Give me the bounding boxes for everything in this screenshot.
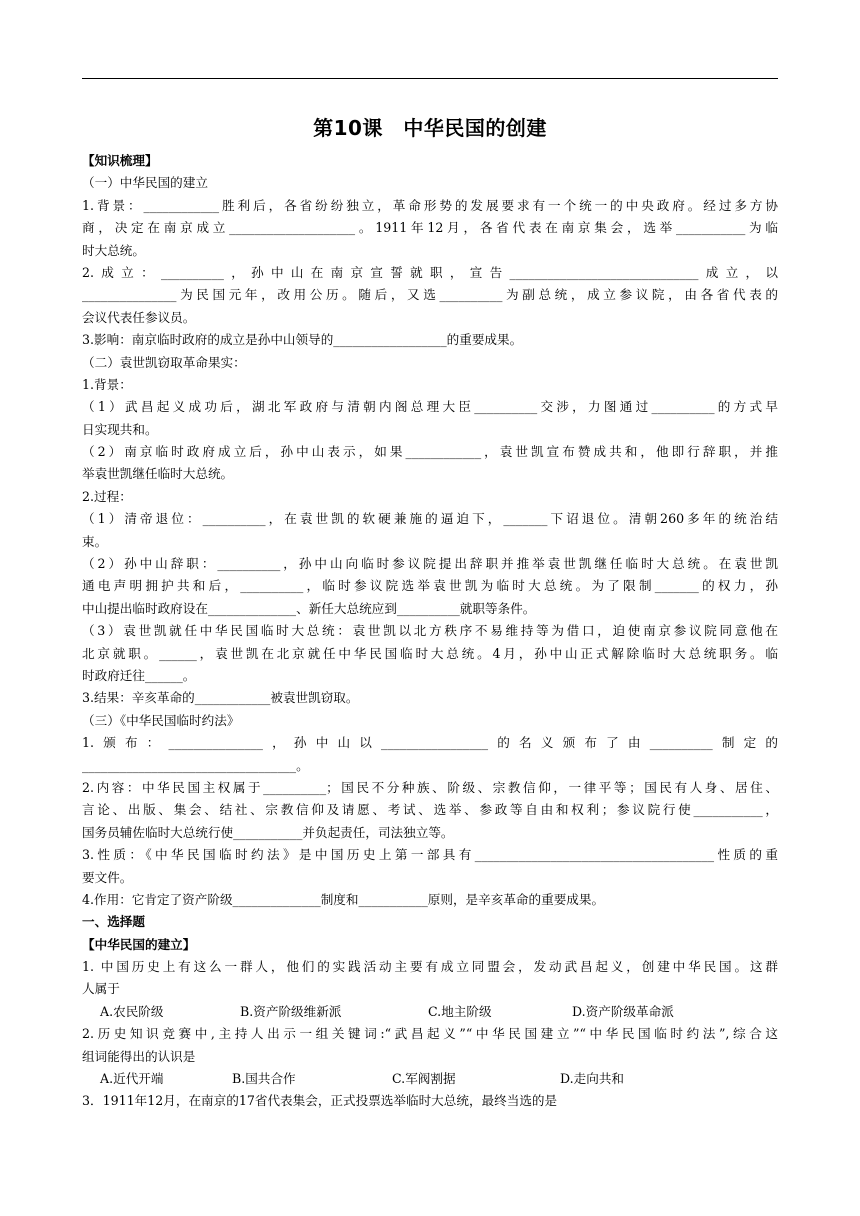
text-line: 一、选择题 xyxy=(82,914,145,930)
q1-option-b: B.资产阶级维新派 xyxy=(240,1003,342,1019)
q2-option-d: D.走向共和 xyxy=(560,1071,625,1087)
q1-option-c: C.地主阶级 xyxy=(428,1003,492,1019)
q2-option-b: B.国共合作 xyxy=(232,1071,296,1087)
text-line: 时政府迁往______。 xyxy=(82,667,196,683)
text-line: 言论、出版、集会、结社、宗教信仰及请愿、考试、选举、参政等自由和权利；参议院行使___________， xyxy=(82,802,778,818)
text-line: 2.历史知识竞赛中,主持人出示一组关键词:“武昌起义”“中华民国建立”“中华民国临时约法”,综合这 xyxy=(82,1026,778,1042)
text-line: 日实现共和。 xyxy=(82,421,158,437)
question-2 xyxy=(82,1023,778,1068)
text-line: （二）袁世凯窃取革命果实： xyxy=(82,354,246,370)
text-line: 2.成立：__________，孙中山在南京宣誓就职，宣告______________________________成立，以 xyxy=(82,264,778,280)
q1-option-a: A.农民阶级 xyxy=(100,1003,164,1019)
text-line: 通电声明拥护共和后，__________，临时参议院选举袁世凯为临时大总统。为了限制_______的权力，孙 xyxy=(82,578,778,594)
text-line: （三）《中华民国临时约法》 xyxy=(82,712,240,728)
text-line: （2）孙中山辞职：__________，孙中山向临时参议院提出辞职并推举袁世凯继任临时大总统。在袁世凯 xyxy=(82,556,778,572)
page-title: 第10课 中华民国的创建 xyxy=(313,116,547,140)
text-line: 3．1911年12月，在南京的17省代表集会，正式投票选举临时大总统，最终当选的是 xyxy=(82,1093,558,1109)
text-line: 时大总统。 xyxy=(82,242,145,258)
text-line: 商，决定在南京成立____________________。1911年12月，各省代表在南京集会，选举___________为临 xyxy=(82,220,778,236)
text-line: 举袁世凯继任临时大总统。 xyxy=(82,466,234,482)
knowledge-section xyxy=(82,150,778,1001)
text-line: 组词能得出的认识是 xyxy=(82,1048,196,1064)
text-line: 国务员辅佐临时大总统行使___________并负起责任，司法独立等。 xyxy=(82,824,454,840)
text-line: 【中华民国的建立】 xyxy=(82,936,196,952)
text-line: （2）南京临时政府成立后，孙中山表示，如果____________，袁世凯宣布赞成共和，他即行辞职，并推 xyxy=(82,444,778,460)
q2-option-c: C.军阀割据 xyxy=(392,1071,456,1087)
text-line: 4.作用：它肯定了资产阶级______________制度和___________原则，是辛亥革命的重要成果。 xyxy=(82,891,605,907)
text-line: 束。 xyxy=(82,533,108,549)
text-line: 3.结果：辛亥革命的____________被袁世凯窃取。 xyxy=(82,690,359,706)
text-line: （3）袁世凯就任中华民国临时大总统：袁世凯以北方秩序不易维持等为借口，迫使南京参议院同意他在 xyxy=(82,623,778,639)
text-line: 中山提出临时政府设在______________、新任大总统应到__________就职等条件。 xyxy=(82,600,536,616)
q1-option-d: D.资产阶级革命派 xyxy=(572,1003,674,1019)
text-line: 1.颁布：_______________，孙中山以_________________的名义颁布了由__________制定的 xyxy=(82,735,778,751)
text-line: 【知识梳理】 xyxy=(82,153,158,168)
text-line: 1. 中国历史上有这么一群人，他们的实践活动主要有成立同盟会，发动武昌起义，创建中华民国。这群 xyxy=(82,959,778,975)
text-line: 1.背景： xyxy=(82,376,132,392)
text-line: 1.背景：____________胜利后，各省纷纷独立，革命形势的发展要求有一个统一的中央政府。经过多方协 xyxy=(82,197,778,213)
text-line: 3.影响：南京临时政府的成立是孙中山领导的__________________的重要成果。 xyxy=(82,332,523,348)
text-line: 人属于 xyxy=(82,981,120,997)
text-line: 会议代表任参议员。 xyxy=(82,309,196,325)
text-line: （1）武昌起义成功后，湖北军政府与清朝内阁总理大臣__________交涉，力图通过__________的方式早 xyxy=(82,399,778,415)
text-line: __________________________________。 xyxy=(82,757,309,773)
text-line: 2.过程： xyxy=(82,488,132,504)
document-body xyxy=(82,150,778,1113)
text-line: （一）中华民国的建立 xyxy=(82,175,208,191)
text-line: （1）清帝退位：__________，在袁世凯的软硬兼施的逼迫下，_______下诏退位。清朝260多年的统治结 xyxy=(82,511,778,527)
q1-options xyxy=(82,1001,778,1023)
text-line: 北京就职。______，袁世凯在北京就任中华民国临时大总统。4月，孙中山正式解除临时大总统职务。临 xyxy=(82,645,778,661)
text-line: 2.内容：中华民国主权属于__________；国民不分种族、阶级、宗教信仰，一律平等；国民有人身、居住、 xyxy=(82,779,778,795)
q2-option-a: A.近代开端 xyxy=(100,1071,164,1087)
text-line: 3.性质：《中华民国临时约法》是中国历史上第一部具有______________________________________性质的重 xyxy=(82,847,778,863)
text-line: _______________为民国元年，改用公历。随后，又选__________为副总统，成立参议院，由各省代表的 xyxy=(82,287,778,303)
q2-options xyxy=(82,1068,778,1090)
question-3 xyxy=(82,1090,778,1112)
header-rule xyxy=(82,78,778,79)
text-line: 要文件。 xyxy=(82,869,133,885)
